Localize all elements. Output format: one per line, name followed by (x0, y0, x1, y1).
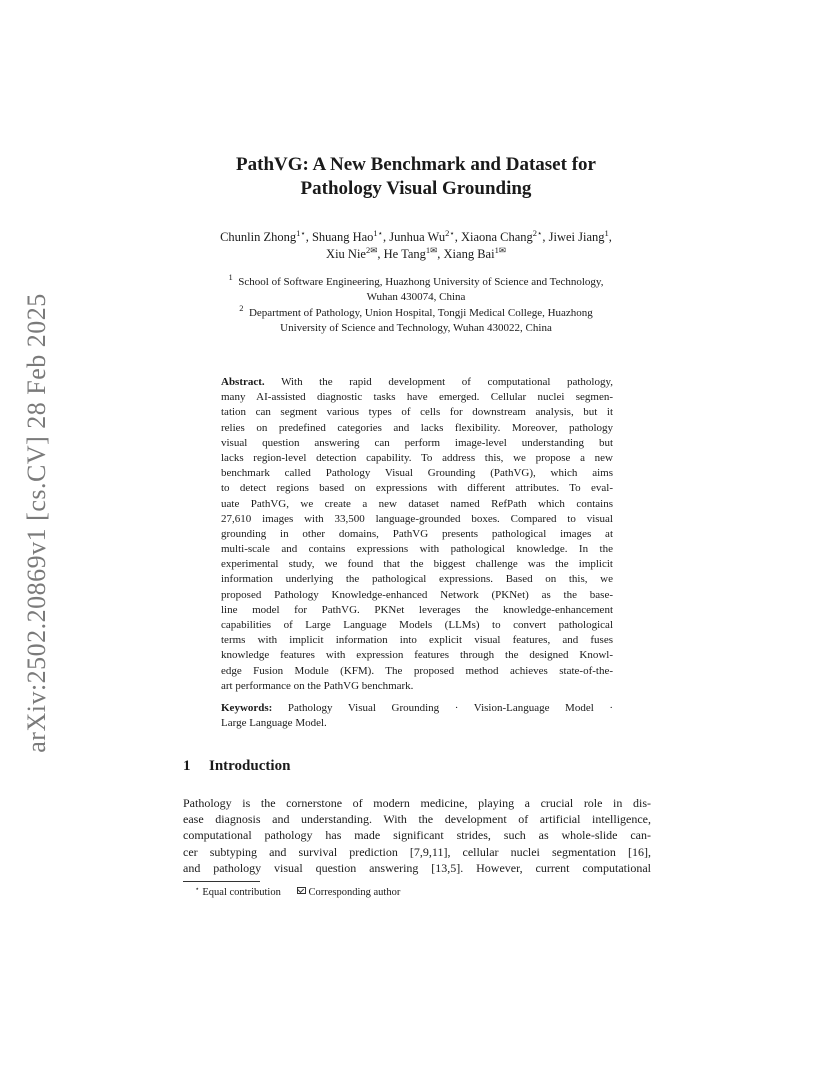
affiliation-line: Wuhan 430074, China (366, 291, 466, 303)
abstract-line: tation can segment various types of cells for downstream analysis, but it (221, 406, 613, 419)
abstract-line: knowledge features with expression features through the designed Knowl- (221, 649, 613, 662)
author-mark: 2⋆ (445, 228, 455, 238)
abstract-line: many AI-assisted diagnostic tasks have emerged. Cellular nuclei segmen- (221, 391, 613, 404)
abstract-line: relies on predefined categories and lacks flexibility. Moreover, pathology (221, 421, 613, 434)
footnotes (195, 885, 400, 898)
author-name: Chunlin Zhong (220, 230, 297, 244)
section-title: Introduction (209, 758, 291, 774)
abstract-line: capabilities of Large Language Models (LLMs) to convert pathological (221, 619, 613, 631)
abstract-line: lacks region-level detection capability. To address this, we propose a new (221, 451, 613, 464)
affiliation-line: University of Science and Technology, Wuhan 430022, China (280, 322, 552, 334)
affiliation-1 (160, 272, 672, 305)
abstract-line: experimental study, we found that the biggest challenge was the implicit (221, 558, 613, 571)
abstract-line: With the rapid development of computational pathology, (281, 376, 613, 388)
affiliation-2 (160, 303, 672, 336)
affiliation-mark: 1 (228, 272, 233, 282)
title-line: PathVG: A New Benchmark and Dataset for (236, 154, 596, 175)
abstract-line: uate PathVG, we create a new dataset named RefPath which contains (221, 497, 613, 510)
abstract-label: Abstract. (221, 376, 265, 388)
body-line: ease diagnosis and understanding. With the development of artificial intelligence, (183, 812, 651, 827)
abstract-line: grounding in other domains, PathVG presents pathological images at (221, 527, 613, 540)
abstract-line: multi-scale and contains expressions with pathological knowledge. In the (221, 543, 613, 556)
abstract-line: to detect regions based on expressions with different attributes. To eval- (221, 482, 613, 495)
author-name: Junhua Wu (389, 230, 446, 244)
author-line-2: Xiu Nie$^{2✉}$, He Tang$^{1✉}$, Xiang Bai$^{1✉}$ (326, 245, 506, 261)
affiliation-line: Department of Pathology, Union Hospital, Tongji Medical College, Huazhong (248, 307, 593, 319)
affiliations (160, 272, 672, 337)
arxiv-identifier-text: arXiv:2502.20869v1 [cs.CV] 28 Feb 2025 (22, 292, 51, 753)
author-mark: 2✉ (365, 245, 378, 255)
abstract-line: visual question answering can perform image-level understanding but (221, 436, 613, 449)
abstract-line: information underlying the pathological expressions. Based on this, we (221, 573, 613, 586)
arxiv-identifier (7, 285, 67, 760)
keywords-line: Pathology Visual Grounding · Vision-Language Model · (287, 702, 614, 714)
abstract (221, 375, 613, 694)
keywords (221, 701, 613, 731)
author-name: Xiu Nie (326, 247, 366, 261)
abstract-line: 27,610 images with 33,500 language-grounded boxes. Compared to visual (221, 512, 613, 525)
body-line: computational pathology has made significant strides, such as whole-slide can- (183, 828, 651, 843)
author-name: Xiaona Chang (460, 230, 533, 244)
author-mark: 1⋆ (373, 228, 383, 238)
abstract-line: art performance on the PathVG benchmark. (221, 679, 414, 692)
section-number: 1 (183, 758, 191, 774)
author-line-1: Chunlin Zhong$^{1⋆}$, Shuang Hao$^{1⋆}$, Junhua $Wu^{2⋆}$, Xiaona Chang$^{2⋆}$, Jiwei Jiang$^1$, (220, 228, 612, 244)
equal-contribution-note: Equal contribution (202, 887, 281, 898)
keywords-line: Large Language Model. (221, 717, 327, 730)
author-name: Shuang Hao (311, 230, 374, 244)
equal-contribution-mark: ⋆ (195, 885, 200, 893)
author-name: Jiwei Jiang (548, 230, 605, 244)
envelope-icon (297, 887, 306, 894)
author-mark: 1⋆ (296, 228, 306, 238)
corresponding-author-note: Corresponding author (308, 887, 401, 898)
author-mark: 1✉ (425, 245, 438, 255)
author-name: Xiang Bai (443, 247, 495, 261)
body-line: cer subtyping and survival prediction [7,9,11], cellular nuclei segmentation [16], (183, 844, 651, 859)
author-list (150, 229, 682, 263)
body-line: Pathology is the cornerstone of modern medicine, playing a crucial role in dis- (183, 796, 651, 810)
affiliation-mark: 2 (239, 303, 244, 313)
author-mark: 1✉ (494, 245, 506, 255)
abstract-line: proposed Pathology Knowledge-enhanced Network (PKNet) as the base- (221, 588, 613, 601)
keywords-label: Keywords: (221, 702, 273, 714)
footnote-rule (183, 881, 260, 882)
paper-title (150, 153, 682, 201)
abstract-line: terms with implicit information into explicit visual features, and fuses (221, 634, 613, 647)
author-mark: 2⋆ (532, 228, 543, 238)
affiliation-line: School of Software Engineering, Huazhong University of Science and Technology, (238, 276, 604, 288)
abstract-line: edge Fusion Module (KFM). The proposed method achieves state-of-the- (221, 664, 613, 677)
introduction-paragraph (183, 795, 651, 876)
title-line: Pathology Visual Grounding (300, 178, 532, 199)
author-name: He Tang (383, 247, 426, 261)
abstract-line: line model for PathVG. PKNet leverages the knowledge-enhancement (221, 603, 613, 616)
body-line: and pathology visual question answering [13,5]. However, current computational (183, 860, 651, 875)
abstract-line: benchmark called Pathology Visual Grounding (PathVG), which aims (221, 467, 613, 480)
section-heading (183, 758, 290, 775)
author-mark: 1 (604, 228, 609, 238)
